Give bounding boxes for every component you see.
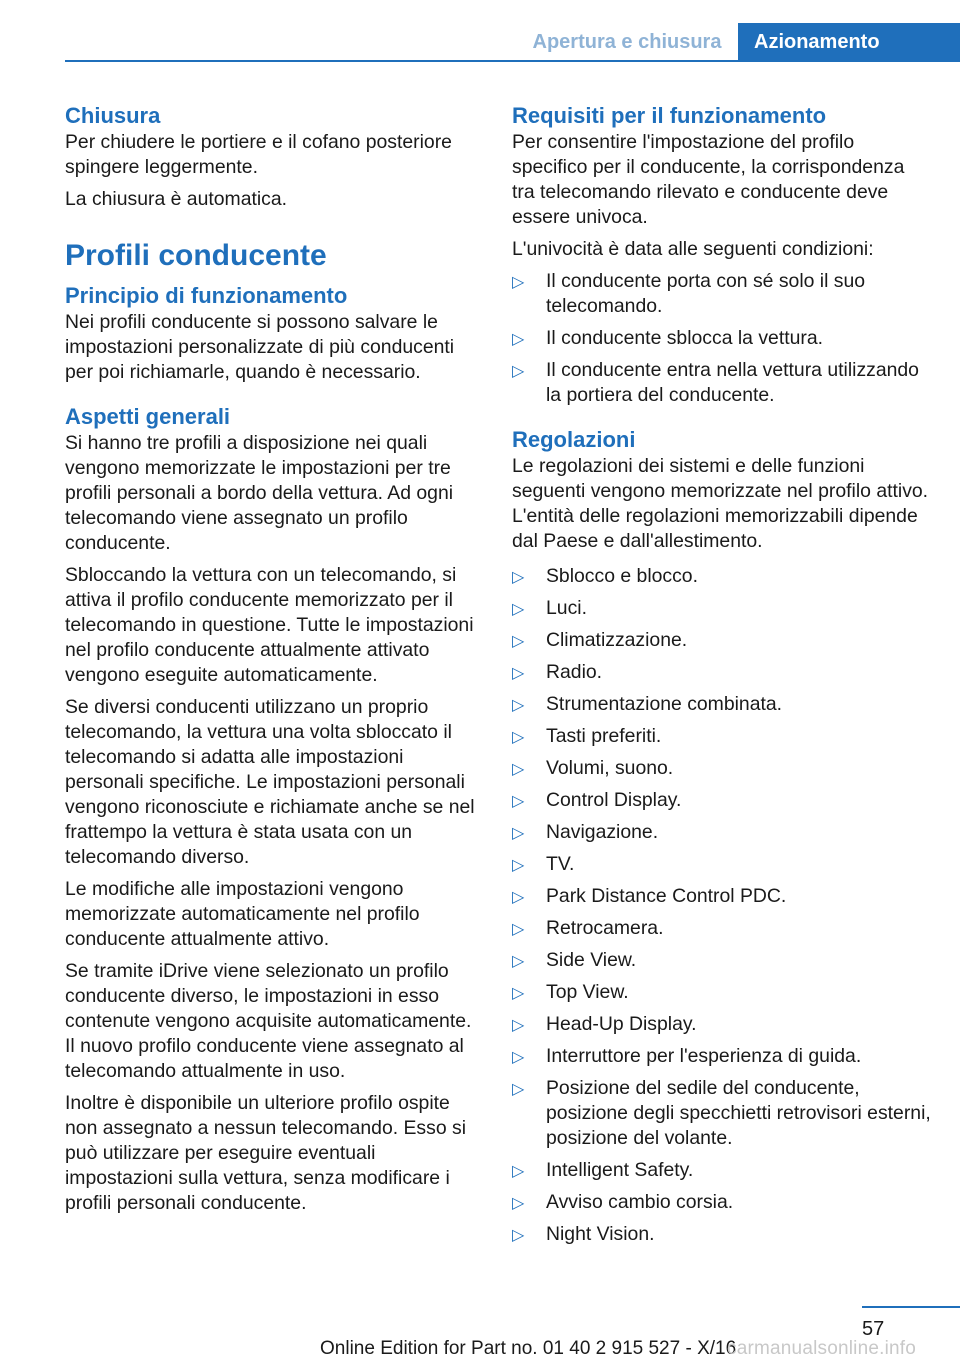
right-column [512,102,932,1254]
list-item-text: Side View. [546,949,637,971]
list-item [512,1158,932,1183]
bullet-triangle-icon: ▷ [512,951,525,970]
profili-conducente-heading: Profili conducente [65,239,327,272]
regolazioni-heading: Regolazioni [512,427,636,452]
list-item-text: Luci. [546,597,587,619]
bullet-triangle-icon: ▷ [512,1015,525,1034]
list-item [512,1190,932,1215]
aspetti-paragraph-2: Sbloccando la vettura con un telecomando, si attiva il profilo conducente memorizzato per il telecomando in questione. Tutte le impostazioni nel profilo conducente attualmente attivato vengono eseguite automaticamente. [65,564,474,686]
bullet-triangle-icon: ▷ [512,567,525,586]
list-item-text: Interruttore per l'esperienza di guida. [546,1045,862,1067]
list-item-text: Radio. [546,661,603,683]
list-item-text: Il conducente porta con sé solo il suo telecomando. [546,270,866,317]
list-item-text: Retrocamera. [546,917,664,939]
list-item [512,756,932,781]
list-item [512,692,932,717]
bullet-triangle-icon: ▷ [512,663,525,682]
aspetti-paragraph-4: Le modifiche alle impostazioni vengono memorizzate automaticamente nel profilo conducente attualmente attivo. [65,878,420,950]
list-item-text: Intelligent Safety. [546,1159,694,1181]
bullet-triangle-icon: ▷ [512,791,525,810]
bullet-triangle-icon: ▷ [512,1193,525,1212]
aspetti-generali-heading: Aspetti generali [65,404,231,429]
list-item [512,269,932,319]
chiusura-paragraph-1: Per chiudere le portiere e il cofano posteriore spingere leggermente. [65,131,452,178]
bullet-triangle-icon: ▷ [512,695,525,714]
list-item [512,1012,932,1037]
settings-list [512,564,932,1247]
list-item-text: Il conducente entra nella vettura utilizzando la portiera del conducente. [546,359,919,406]
header-chapter-tab: Azionamento [738,23,960,61]
list-item [512,660,932,685]
list-item-text: Head-Up Display. [546,1013,697,1035]
list-item [512,564,932,589]
watermark: carmanualsonline.info [727,1338,917,1359]
aspetti-paragraph-6: Inoltre è disponibile un ulteriore profilo ospite non assegnato a nessun telecomando. Esso si può utilizzare per eseguire eventuali impostazioni sulla vettura, senza modificare i profili personali conducente. [65,1092,467,1214]
list-item [512,1076,932,1151]
bullet-triangle-icon: ▷ [512,727,525,746]
list-item [512,820,932,845]
aspetti-paragraph-3: Se diversi conducenti utilizzano un proprio telecomando, la vettura una volta sbloccato il telecomando si adatta alle impostazioni personali specifiche. Le impostazioni personali vengono riconosciute e richiamate anche se nel frattempo la vettura è stata usata con un telecomando diverso. [65,696,475,868]
bullet-triangle-icon: ▷ [512,759,525,778]
chiusura-heading: Chiusura [65,103,161,128]
list-item-text: Strumentazione combinata. [546,693,783,715]
requisiti-paragraph-1: Per consentire l'impostazione del profilo specifico per il conducente, la corrispondenza tra telecomando rilevato e conducente deve essere univoca. [512,131,905,228]
chiusura-paragraph-2: La chiusura è automatica. [65,188,288,210]
bullet-triangle-icon: ▷ [512,1079,525,1098]
list-item-text: Volumi, suono. [546,757,674,779]
list-item [512,980,932,1005]
bullet-triangle-icon: ▷ [512,1047,525,1066]
principio-heading: Principio di funzionamento [65,283,348,308]
list-item [512,788,932,813]
list-item [512,326,932,351]
bullet-triangle-icon: ▷ [512,329,525,348]
conditions-list [512,269,932,408]
bullet-triangle-icon: ▷ [512,919,525,938]
footer-rule [862,1306,960,1308]
list-item-text: Night Vision. [546,1223,655,1245]
regolazioni-paragraph: Le regolazioni dei sistemi e delle funzioni seguenti vengono memorizzate nel profilo attivo. L'entità delle regolazioni memorizzabili dipende dal Paese e dall'allestimento. [512,455,929,552]
bullet-triangle-icon: ▷ [512,983,525,1002]
bullet-triangle-icon: ▷ [512,1161,525,1180]
page-number: 57 [862,1318,885,1340]
list-item [512,1044,932,1069]
list-item [512,628,932,653]
bullet-triangle-icon: ▷ [512,855,525,874]
list-item-text: TV. [546,853,575,875]
list-item [512,852,932,877]
list-item [512,1222,932,1247]
list-item [512,596,932,621]
aspetti-paragraph-1: Si hanno tre profili a disposizione nei quali vengono memorizzate le impostazioni per tre profili personali a bordo della vettura. Ad ogni telecomando viene assegnato un profilo conducente. [65,432,454,554]
list-item-text: Navigazione. [546,821,659,843]
list-item [512,948,932,973]
header-rule [65,60,960,62]
list-item-text: Climatizzazione. [546,629,688,651]
edition-note: Online Edition for Part no. 01 40 2 915 527 - X/16 [320,1338,737,1359]
list-item-text: Il conducente sblocca la vettura. [546,327,824,349]
principio-paragraph: Nei profili conducente si possono salvare le impostazioni personalizzate di più conducenti per poi richiamarle, quando è necessario. [65,311,455,383]
list-item-text: Tasti preferiti. [546,725,662,747]
bullet-triangle-icon: ▷ [512,631,525,650]
bullet-triangle-icon: ▷ [512,823,525,842]
list-item [512,358,932,408]
list-item-text: Control Display. [546,789,682,811]
bullet-triangle-icon: ▷ [512,887,525,906]
requisiti-paragraph-2: L'univocità è data alle seguenti condizioni: [512,238,874,260]
bullet-triangle-icon: ▷ [512,272,525,291]
list-item [512,884,932,909]
list-item-text: Top View. [546,981,629,1003]
bullet-triangle-icon: ▷ [512,599,525,618]
list-item-text: Avviso cambio corsia. [546,1191,734,1213]
bullet-triangle-icon: ▷ [512,1225,525,1244]
bullet-triangle-icon: ▷ [512,361,525,380]
page-header [0,23,960,61]
list-item-text: Park Distance Control PDC. [546,885,787,907]
aspetti-paragraph-5: Se tramite iDrive viene selezionato un profilo conducente diverso, le impostazioni in esso contenute vengono acquisite automaticamente. Il nuovo profilo conducente viene assegnato al telecomando attualmente in uso. [65,960,472,1082]
requisiti-heading: Requisiti per il funzionamento [512,103,827,128]
left-column [65,102,485,1223]
list-item [512,916,932,941]
list-item [512,724,932,749]
list-item-text: Sblocco e blocco. [546,565,698,587]
header-section-title: Apertura e chiusura [532,31,722,53]
list-item-text: Posizione del sedile del conducente, posizione degli specchietti retrovisori esterni, posizione del volante. [546,1077,931,1149]
